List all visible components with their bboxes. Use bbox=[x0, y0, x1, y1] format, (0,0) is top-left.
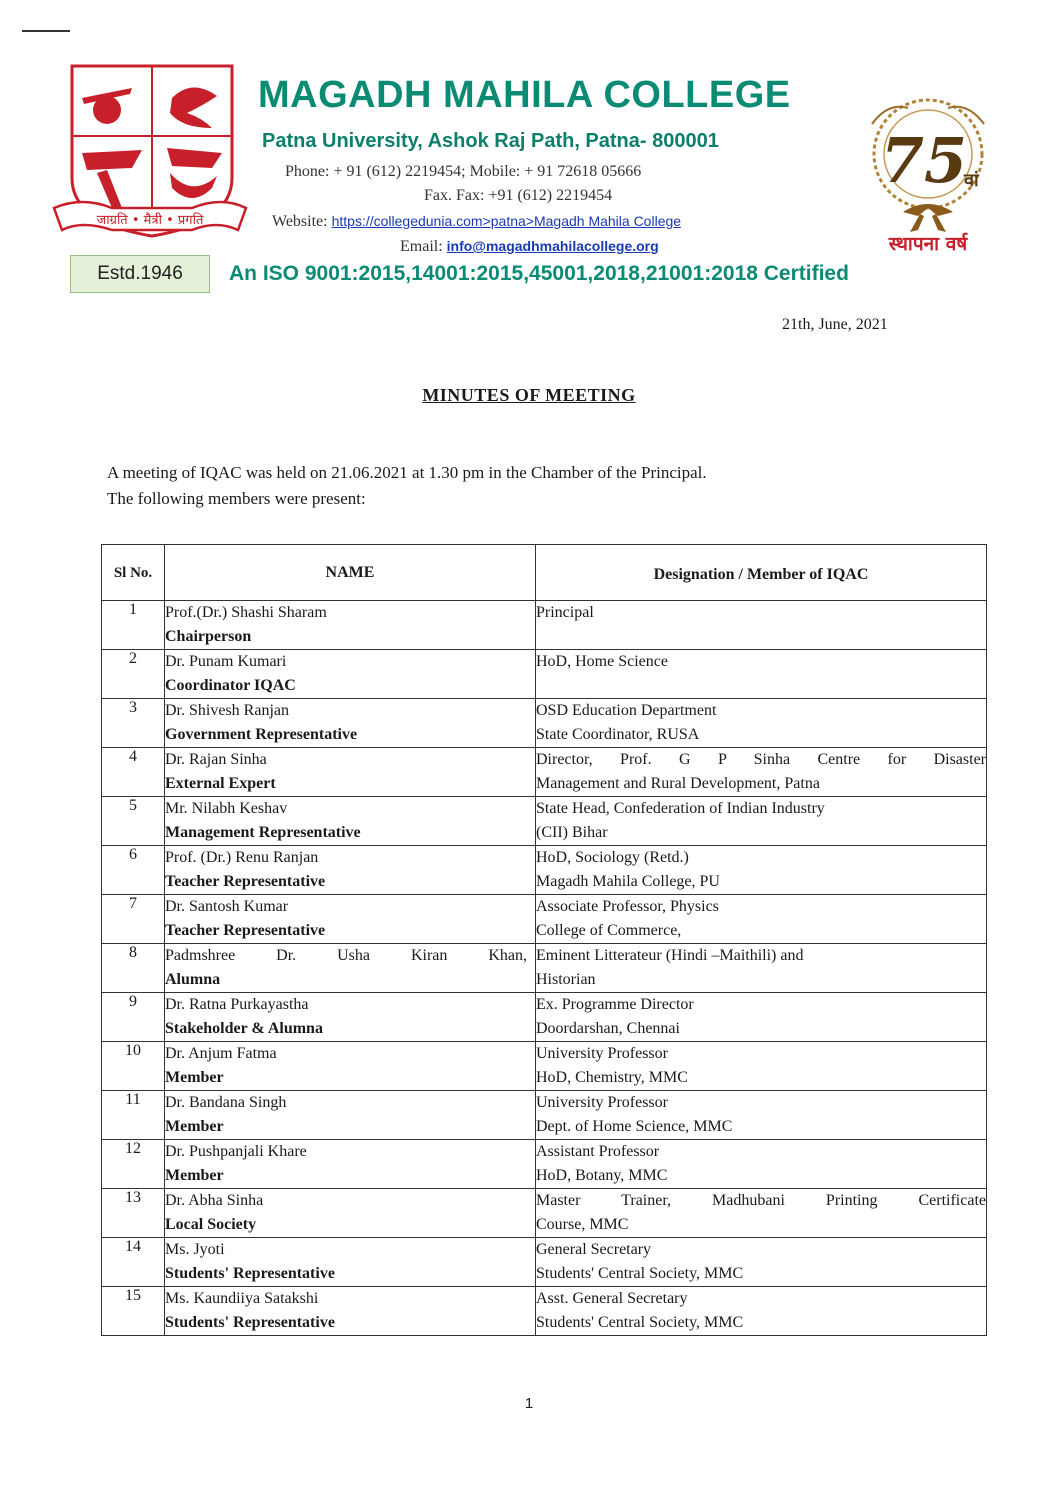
designation-line-1: OSD Education Department bbox=[536, 702, 717, 719]
row-sl: 13 bbox=[102, 1189, 165, 1238]
row-sl: 7 bbox=[102, 895, 165, 944]
member-role: Coordinator IQAC bbox=[165, 677, 296, 694]
designation-line-2: State Coordinator, RUSA bbox=[536, 726, 700, 743]
row-designation-cell bbox=[536, 1140, 987, 1189]
member-role: Member bbox=[165, 1167, 224, 1184]
member-name: Ms. Jyoti bbox=[165, 1241, 225, 1258]
row-designation-cell bbox=[536, 650, 987, 699]
document-title: MINUTES OF MEETING bbox=[422, 385, 636, 405]
row-designation-cell bbox=[536, 699, 987, 748]
table-row bbox=[102, 944, 987, 993]
email-link[interactable]: info@magadhmahilacollege.org bbox=[446, 238, 659, 254]
row-sl: 14 bbox=[102, 1238, 165, 1287]
contact-email bbox=[400, 238, 659, 256]
designation-line-1: State Head, Confederation of Indian Industry bbox=[536, 800, 825, 817]
badge-suffix: वां bbox=[964, 170, 979, 191]
member-name: Padmshree Dr. Usha Kiran Khan, bbox=[165, 947, 527, 964]
row-sl: 1 bbox=[102, 601, 165, 650]
badge-number: 75 bbox=[880, 124, 968, 197]
member-name: Dr. Pushpanjali Khare bbox=[165, 1143, 307, 1160]
designation-line-1: University Professor bbox=[536, 1094, 668, 1111]
website-label: Website: bbox=[272, 213, 328, 230]
row-sl: 2 bbox=[102, 650, 165, 699]
document-date: 21th, June, 2021 bbox=[782, 316, 888, 333]
designation-line-1: Director, Prof. G P Sinha Centre for Disaster bbox=[536, 751, 986, 768]
row-name-cell bbox=[165, 699, 536, 748]
member-name: Dr. Anjum Fatma bbox=[165, 1045, 277, 1062]
designation-line-1: Ex. Programme Director bbox=[536, 996, 694, 1013]
member-name: Mr. Nilabh Keshav bbox=[165, 800, 288, 817]
table-row bbox=[102, 1091, 987, 1140]
member-name: Dr. Ratna Purkayastha bbox=[165, 996, 309, 1013]
row-designation-cell bbox=[536, 1091, 987, 1140]
row-sl: 8 bbox=[102, 944, 165, 993]
row-sl: 6 bbox=[102, 846, 165, 895]
designation-line-2: HoD, Botany, MMC bbox=[536, 1167, 668, 1184]
row-sl: 11 bbox=[102, 1091, 165, 1140]
row-name-cell bbox=[165, 650, 536, 699]
intro-line-2: The following members were present: bbox=[107, 489, 366, 508]
member-name: Dr. Abha Sinha bbox=[165, 1192, 264, 1209]
intro-line-1: A meeting of IQAC was held on 21.06.2021 at 1.30 pm in the Chamber of the Principal. bbox=[107, 463, 707, 482]
header-designation: Designation / Member of IQAC bbox=[536, 545, 987, 601]
table-row bbox=[102, 1042, 987, 1091]
designation-line-2: Doordarshan, Chennai bbox=[536, 1020, 680, 1037]
contact-phone: Phone: + 91 (612) 2219454; Mobile: + 91 72618 05666 bbox=[285, 163, 642, 180]
designation-line-1: HoD, Home Science bbox=[536, 653, 668, 670]
designation-line-2: Dept. of Home Science, MMC bbox=[536, 1118, 733, 1135]
table-row bbox=[102, 993, 987, 1042]
member-name: Dr. Bandana Singh bbox=[165, 1094, 287, 1111]
row-designation-cell bbox=[536, 1238, 987, 1287]
table-row bbox=[102, 1189, 987, 1238]
header-sl-no: Sl No. bbox=[102, 545, 165, 601]
row-designation-cell bbox=[536, 1189, 987, 1238]
intro-paragraph bbox=[107, 460, 707, 512]
member-role: Local Society bbox=[165, 1216, 257, 1233]
member-role: Chairperson bbox=[165, 628, 252, 645]
row-sl: 3 bbox=[102, 699, 165, 748]
row-sl: 5 bbox=[102, 797, 165, 846]
website-link[interactable]: https://collegedunia.com>patna>Magadh Mahila College bbox=[331, 213, 682, 229]
page-number: 1 bbox=[524, 1395, 534, 1412]
row-sl: 12 bbox=[102, 1140, 165, 1189]
designation-line-1: Associate Professor, Physics bbox=[536, 898, 719, 915]
established-year: Estd.1946 bbox=[70, 255, 210, 293]
designation-line-2: Students' Central Society, MMC bbox=[536, 1265, 744, 1282]
row-designation-cell bbox=[536, 1042, 987, 1091]
iso-certification: An ISO 9001:2015,14001:2015,45001,2018,21001:2018 Certified bbox=[229, 262, 849, 285]
designation-line-1: University Professor bbox=[536, 1045, 668, 1062]
row-designation-cell bbox=[536, 748, 987, 797]
designation-line-1: Principal bbox=[536, 604, 594, 621]
member-name: Prof. (Dr.) Renu Ranjan bbox=[165, 849, 319, 866]
row-designation-cell bbox=[536, 895, 987, 944]
member-role: Management Representative bbox=[165, 824, 361, 841]
member-role: Member bbox=[165, 1118, 224, 1135]
table-row bbox=[102, 846, 987, 895]
table-row bbox=[102, 601, 987, 650]
member-role: Teacher Representative bbox=[165, 873, 326, 890]
member-name: Prof.(Dr.) Shashi Sharam bbox=[165, 604, 327, 621]
member-role: External Expert bbox=[165, 775, 276, 792]
member-role: Member bbox=[165, 1069, 224, 1086]
row-name-cell bbox=[165, 1091, 536, 1140]
designation-line-1: General Secretary bbox=[536, 1241, 652, 1258]
badge-text: स्थापना वर्ष bbox=[888, 233, 968, 255]
table-row bbox=[102, 650, 987, 699]
designation-line-2: HoD, Chemistry, MMC bbox=[536, 1069, 688, 1086]
designation-line-1: Master Trainer, Madhubani Printing Certificate bbox=[536, 1192, 986, 1209]
table-header-row bbox=[102, 545, 987, 601]
row-name-cell bbox=[165, 895, 536, 944]
header-name: NAME bbox=[165, 545, 536, 601]
row-name-cell bbox=[165, 944, 536, 993]
members-table bbox=[101, 544, 987, 1336]
row-name-cell bbox=[165, 797, 536, 846]
row-designation-cell bbox=[536, 846, 987, 895]
member-role: Students' Representative bbox=[165, 1314, 335, 1331]
row-sl: 9 bbox=[102, 993, 165, 1042]
college-name: MAGADH MAHILA COLLEGE bbox=[258, 74, 791, 116]
designation-line-2: (CII) Bihar bbox=[536, 824, 608, 841]
member-name: Ms. Kaundiiya Satakshi bbox=[165, 1290, 319, 1307]
member-name: Dr. Punam Kumari bbox=[165, 653, 287, 670]
designation-line-2: College of Commerce, bbox=[536, 922, 682, 939]
member-role: Alumna bbox=[165, 971, 221, 988]
top-rule bbox=[22, 30, 70, 32]
designation-line-1: Eminent Litterateur (Hindi –Maithili) and bbox=[536, 947, 804, 964]
member-role: Stakeholder & Alumna bbox=[165, 1020, 323, 1037]
logo-motto: जाग्रति • मैत्री • प्रगति bbox=[96, 213, 204, 228]
row-designation-cell bbox=[536, 944, 987, 993]
email-label: Email: bbox=[400, 238, 443, 255]
row-name-cell bbox=[165, 1140, 536, 1189]
row-sl: 4 bbox=[102, 748, 165, 797]
designation-line-1: Asst. General Secretary bbox=[536, 1290, 688, 1307]
member-role: Teacher Representative bbox=[165, 922, 326, 939]
contact-website bbox=[272, 213, 681, 231]
row-designation-cell bbox=[536, 797, 987, 846]
row-name-cell bbox=[165, 1189, 536, 1238]
college-address: Patna University, Ashok Raj Path, Patna- 800001 bbox=[262, 130, 719, 152]
member-name: Dr. Shivesh Ranjan bbox=[165, 702, 289, 719]
row-name-cell bbox=[165, 601, 536, 650]
row-name-cell bbox=[165, 748, 536, 797]
row-name-cell bbox=[165, 1238, 536, 1287]
row-name-cell bbox=[165, 1287, 536, 1336]
row-designation-cell bbox=[536, 601, 987, 650]
member-name: Dr. Santosh Kumar bbox=[165, 898, 289, 915]
contact-fax: Fax. Fax: +91 (612) 2219454 bbox=[424, 187, 613, 204]
designation-line-1: Assistant Professor bbox=[536, 1143, 660, 1160]
designation-line-2: Management and Rural Development, Patna bbox=[536, 775, 820, 792]
row-sl: 15 bbox=[102, 1287, 165, 1336]
anniversary-badge bbox=[858, 84, 998, 256]
designation-line-2: Magadh Mahila College, PU bbox=[536, 873, 720, 890]
college-logo bbox=[52, 58, 248, 254]
designation-line-2: Students' Central Society, MMC bbox=[536, 1314, 744, 1331]
designation-line-1: HoD, Sociology (Retd.) bbox=[536, 849, 689, 866]
row-name-cell bbox=[165, 1042, 536, 1091]
row-sl: 10 bbox=[102, 1042, 165, 1091]
row-designation-cell bbox=[536, 993, 987, 1042]
table-row bbox=[102, 1238, 987, 1287]
designation-line-2: Course, MMC bbox=[536, 1216, 629, 1233]
table-row bbox=[102, 1140, 987, 1189]
table-row bbox=[102, 1287, 987, 1336]
member-role: Government Representative bbox=[165, 726, 358, 743]
designation-line-2: Historian bbox=[536, 971, 596, 988]
row-designation-cell bbox=[536, 1287, 987, 1336]
table-row bbox=[102, 699, 987, 748]
member-name: Dr. Rajan Sinha bbox=[165, 751, 267, 768]
member-role: Students' Representative bbox=[165, 1265, 335, 1282]
table-row bbox=[102, 895, 987, 944]
row-name-cell bbox=[165, 993, 536, 1042]
table-row bbox=[102, 797, 987, 846]
row-name-cell bbox=[165, 846, 536, 895]
table-row bbox=[102, 748, 987, 797]
